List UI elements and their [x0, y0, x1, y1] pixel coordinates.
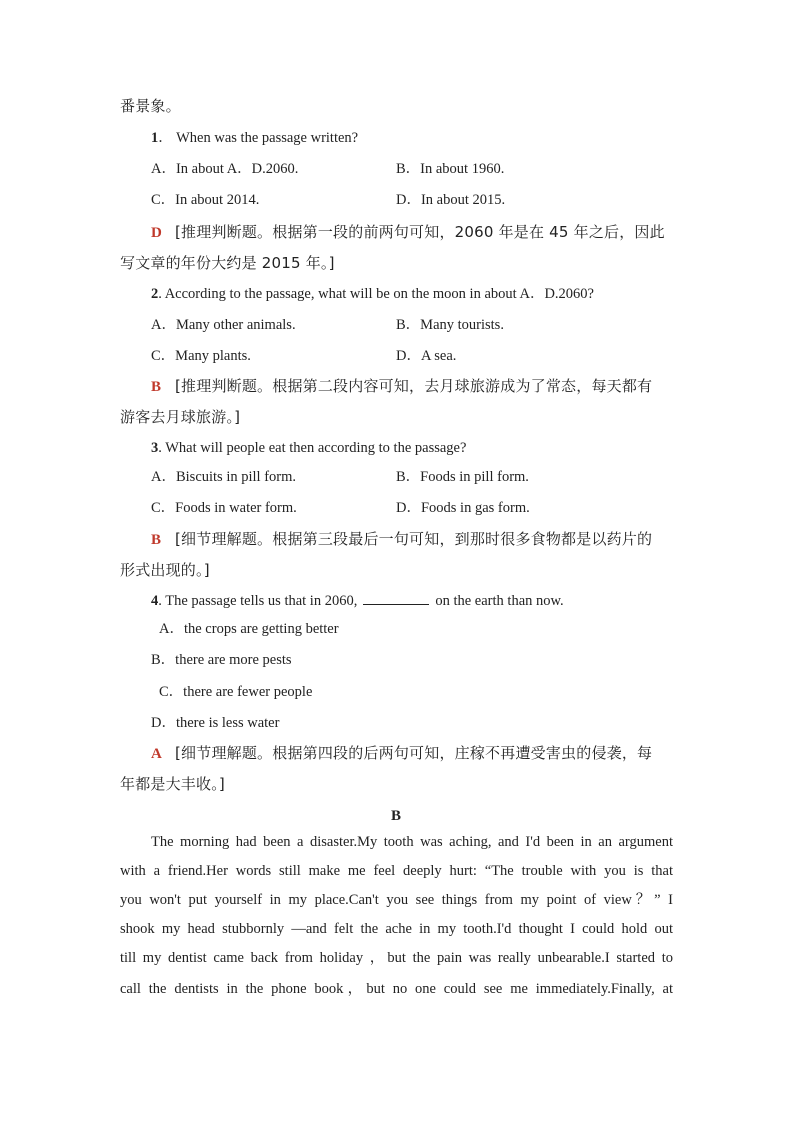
question-number: 1	[151, 130, 159, 146]
answer-letter: B	[151, 532, 162, 548]
explanation-text: [推理判断题。根据第一段的前两句可知，2060 年是在 45 年之后，因此	[175, 223, 665, 241]
answer-letter: A	[151, 746, 163, 762]
explanation-continued: 形式出现的。]	[120, 561, 210, 579]
answer-letter: D	[151, 225, 163, 241]
continued-text: 番景象。	[120, 97, 181, 115]
option-c: C．Many plants.	[151, 348, 251, 364]
question-number: 4	[151, 593, 159, 609]
passage-line: The morning had been a disaster.My tooth was aching, and I'd been in an argument	[151, 834, 673, 850]
option-d: D．Foods in gas form.	[396, 500, 530, 516]
option-b: B．Foods in pill form.	[396, 469, 529, 485]
option-b: B．there are more pests	[151, 652, 292, 668]
question-stem-after: on the earth than now.	[435, 593, 564, 609]
question-number: 3	[151, 440, 159, 456]
option-d: D．A sea.	[396, 348, 457, 364]
explanation-continued: 游客去月球旅游。]	[120, 408, 241, 426]
answer-explanation	[151, 529, 652, 550]
option-b: B．In about 1960.	[396, 161, 505, 177]
option-d: D．In about 2015.	[396, 192, 506, 208]
option-a: A．Many other animals.	[151, 317, 296, 333]
question-stem: When was the passage written?	[176, 130, 359, 146]
option-c: C．there are fewer people	[159, 684, 313, 700]
passage-line: you won't put yourself in my place.Can't you see things from my point of view？” I	[120, 892, 673, 908]
passage-line: shook my head stubbornly —and felt the ache in my tooth.I'd thought I could hold out	[120, 921, 673, 937]
question-4: 4. The passage tells us that in 2060, on the earth than now.	[151, 590, 564, 611]
explanation-text: [推理判断题。根据第二段内容可知，去月球旅游成为了常态，每天都有	[175, 377, 653, 395]
passage-line: with a friend.Her words still make me feel deeply hurt: “The trouble with you is that	[120, 863, 673, 879]
question-stem: What will people eat then according to the passage?	[165, 440, 467, 456]
answer-explanation	[151, 376, 652, 397]
option-c: C．In about 2014.	[151, 192, 260, 208]
question-3: 3. What will people eat then according to the passage?	[151, 440, 467, 456]
explanation-text: [细节理解题。根据第四段的后两句可知，庄稼不再遭受害虫的侵袭，每	[175, 744, 653, 762]
option-d: D．there is less water	[151, 715, 280, 731]
explanation-continued: 年都是大丰收。]	[120, 775, 225, 793]
question-number: 2	[151, 286, 159, 302]
explanation-text: [细节理解题。根据第三段最后一句可知，到那时很多食物都是以药片的	[175, 530, 653, 548]
answer-letter: B	[151, 379, 162, 395]
explanation-continued: 写文章的年份大约是 2015 年。]	[120, 254, 335, 272]
passage-line: call the dentists in the phone book，but no one could see me immediately.Finally, at	[120, 981, 673, 997]
answer-explanation	[151, 743, 652, 764]
section-heading: B	[391, 808, 402, 824]
question-2: 2. According to the passage, what will be on the moon in about A．D.2060?	[151, 286, 594, 302]
answer-blank	[363, 590, 429, 605]
option-c: C．Foods in water form.	[151, 500, 297, 516]
option-a: A．the crops are getting better	[159, 621, 339, 637]
option-b: B．Many tourists.	[396, 317, 504, 333]
question-stem-before: The passage tells us that in 2060,	[165, 593, 358, 609]
answer-explanation	[151, 222, 665, 243]
passage-line: till my dentist came back from holiday ，but the pain was really unbearable.I started to	[120, 950, 673, 966]
question-stem: According to the passage, what will be on the moon in about A．D.2060?	[164, 286, 594, 302]
question-1: 1． When was the passage written?	[151, 130, 359, 146]
option-a: A．Biscuits in pill form.	[151, 469, 296, 485]
option-a: A．In about A．D.2060.	[151, 161, 299, 177]
